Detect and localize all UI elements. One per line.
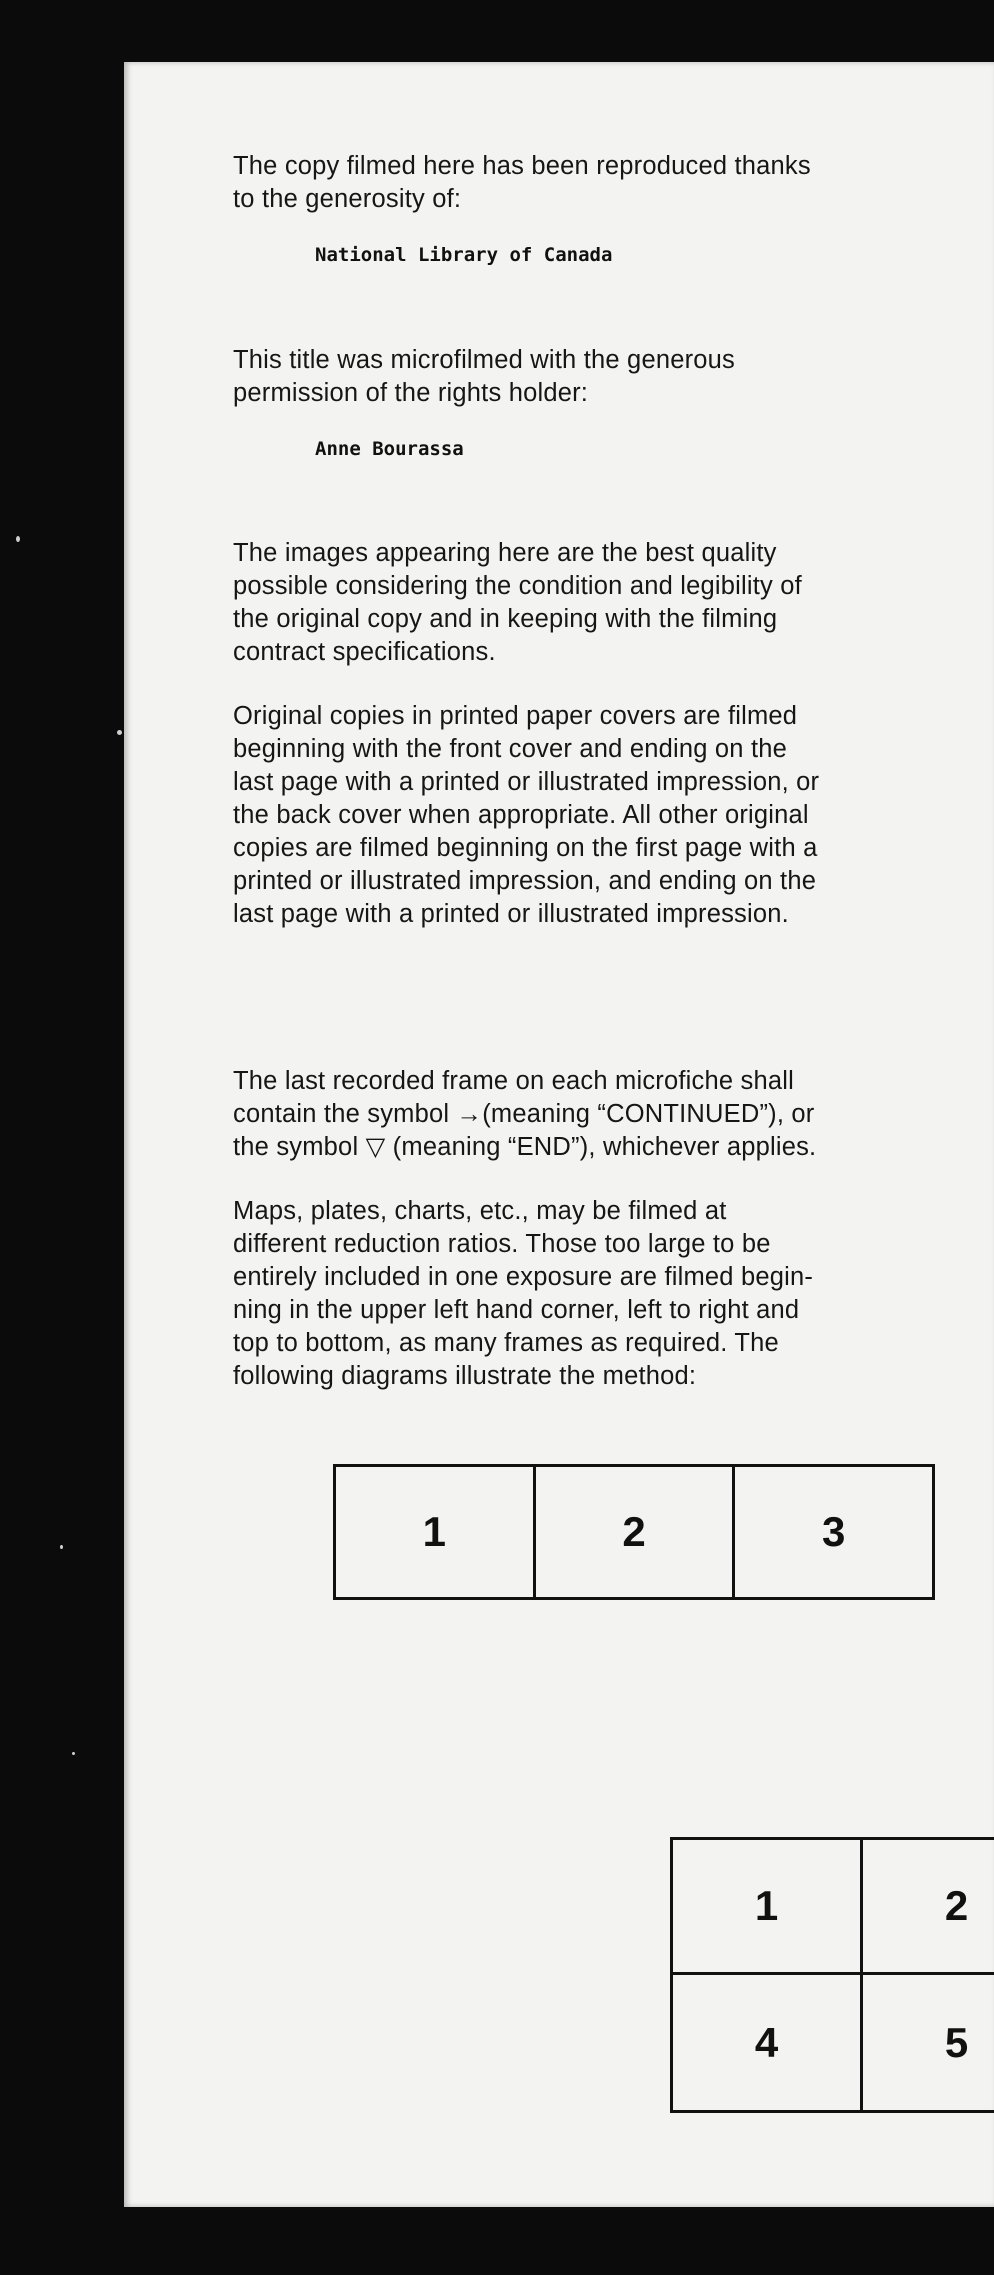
maps-line: top to bottom, as many frames as required. The bbox=[233, 1329, 779, 1357]
quality-line: contract specifications. bbox=[233, 638, 496, 666]
film-speck bbox=[16, 536, 20, 542]
intro-line: to the generosity of: bbox=[233, 185, 462, 213]
frame-block-diagram bbox=[670, 1837, 994, 2113]
quality-paragraph bbox=[233, 537, 913, 669]
symbols-line: contain the symbol →(meaning “CONTINUED”), or bbox=[233, 1100, 815, 1128]
symbols-line: the symbol ▽ (meaning “END”), whichever applies. bbox=[233, 1133, 817, 1161]
frame-cell: 5 bbox=[863, 1975, 994, 2110]
frame-cell: 4 bbox=[673, 1975, 863, 2110]
permission-line: permission of the rights holder: bbox=[233, 379, 589, 407]
originals-line: Original copies in printed paper covers are filmed bbox=[233, 702, 798, 730]
frame-cell: 2 bbox=[536, 1467, 736, 1597]
quality-line: The images appearing here are the best quality bbox=[233, 539, 777, 567]
originals-line: copies are filmed beginning on the first page with a bbox=[233, 834, 818, 862]
maps-paragraph bbox=[233, 1195, 913, 1393]
film-speck bbox=[72, 1752, 75, 1755]
originals-line: last page with a printed or illustrated impression. bbox=[233, 900, 789, 928]
maps-line: following diagrams illustrate the method: bbox=[233, 1362, 697, 1390]
maps-line: ning in the upper left hand corner, left to right and bbox=[233, 1296, 800, 1324]
quality-line: the original copy and in keeping with the filming bbox=[233, 605, 778, 633]
originals-line: printed or illustrated impression, and ending on the bbox=[233, 867, 817, 895]
symbols-paragraph bbox=[233, 1065, 913, 1164]
maps-line: Maps, plates, charts, etc., may be filmed at bbox=[233, 1197, 727, 1225]
permission-line: This title was microfilmed with the generous bbox=[233, 346, 735, 374]
symbols-line: The last recorded frame on each microfiche shall bbox=[233, 1067, 794, 1095]
frame-cell: 3 bbox=[822, 1508, 846, 1555]
film-speck bbox=[60, 1545, 63, 1549]
film-speck bbox=[117, 730, 122, 735]
intro-paragraph bbox=[233, 150, 913, 216]
rights-holder-name: Anne Bourassa bbox=[315, 438, 464, 460]
frame-row-diagram bbox=[333, 1464, 935, 1600]
originals-line: the back cover when appropriate. All other original bbox=[233, 801, 809, 829]
maps-line: different reduction ratios. Those too large to be bbox=[233, 1230, 771, 1258]
originals-line: beginning with the front cover and ending on the bbox=[233, 735, 787, 763]
permission-paragraph bbox=[233, 344, 913, 410]
quality-line: possible considering the condition and legibility of bbox=[233, 572, 802, 600]
library-name: National Library of Canada bbox=[315, 244, 613, 266]
frame-cell: 1 bbox=[673, 1840, 863, 1975]
originals-paragraph bbox=[233, 700, 913, 931]
frame-cell: 1 bbox=[336, 1467, 536, 1597]
originals-line: last page with a printed or illustrated impression, or bbox=[233, 768, 820, 796]
maps-line: entirely included in one exposure are filmed begin- bbox=[233, 1263, 814, 1291]
frame-cell: 2 bbox=[863, 1840, 994, 1975]
microfiche-target-sheet bbox=[124, 62, 994, 2207]
intro-line: The copy filmed here has been reproduced thanks bbox=[233, 152, 811, 180]
